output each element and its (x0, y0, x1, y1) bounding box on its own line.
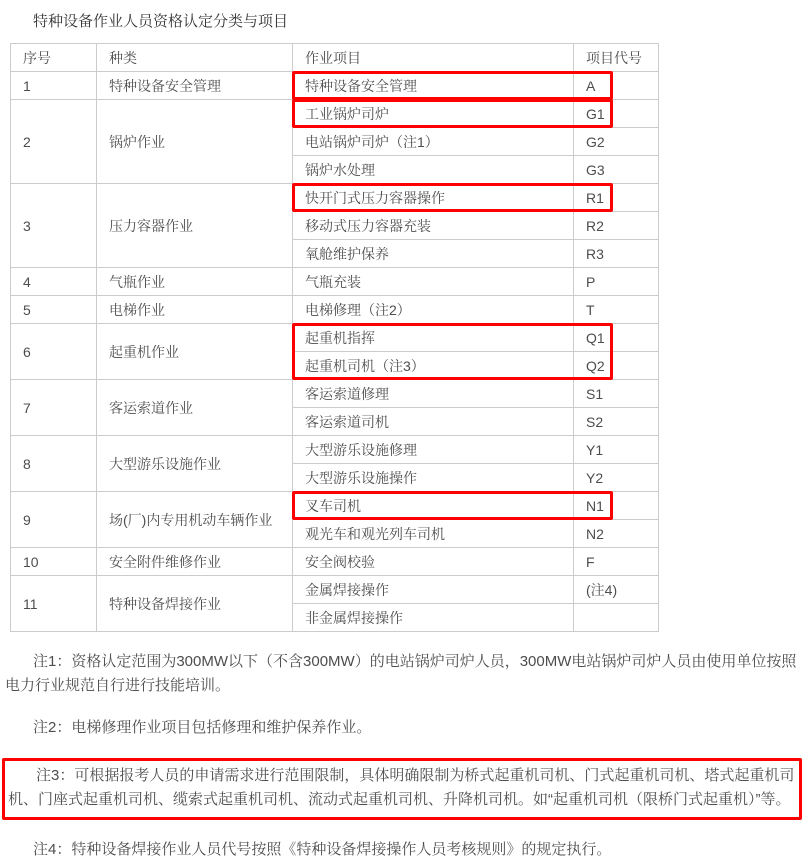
table-row (11, 296, 659, 324)
project-code: G1 (574, 100, 659, 128)
row-no: 10 (11, 548, 97, 576)
category-type: 特种设备安全管理 (97, 72, 293, 100)
project-name: 起重机指挥 (293, 324, 574, 352)
table-header-row (11, 44, 659, 72)
note-3-highlighted: 注3：可根据报考人员的申请需求进行范围限制，具体明确限制为桥式起重机司机、门式起重机司机、塔式起重机司机、门座式起重机司机、缆索式起重机司机、流动式起重机司机、升降机司机。如“起重机司机（限桥门式起重机）”等。 (2, 758, 802, 820)
qualification-table (10, 43, 659, 632)
project-name: 起重机司机（注3） (293, 352, 574, 380)
note-2: 注2：电梯修理作业项目包括修理和维护保养作业。 (33, 719, 372, 736)
project-code: (注4) (574, 576, 659, 604)
project-code: G3 (574, 156, 659, 184)
project-code: Y2 (574, 464, 659, 492)
project-code: N1 (574, 492, 659, 520)
project-name: 叉车司机 (293, 492, 574, 520)
table-row (11, 492, 659, 520)
project-name: 客运索道司机 (293, 408, 574, 436)
project-name: 特种设备安全管理 (293, 72, 574, 100)
project-name: 非金属焊接操作 (293, 604, 574, 632)
note-1: 注1：资格认定范围为300MW以下（不含300MW）的电站锅炉司炉人员，300MW电站锅炉司炉人员由使用单位按照电力行业规范自行进行技能培训。 (5, 653, 797, 694)
row-no: 4 (11, 268, 97, 296)
row-no: 7 (11, 380, 97, 436)
project-name: 观光车和观光列车司机 (293, 520, 574, 548)
table-row (11, 324, 659, 352)
project-name: 快开门式压力容器操作 (293, 184, 574, 212)
project-code: F (574, 548, 659, 576)
row-no: 5 (11, 296, 97, 324)
project-code: R2 (574, 212, 659, 240)
project-name: 客运索道修理 (293, 380, 574, 408)
table-row (11, 268, 659, 296)
project-name: 电梯修理（注2） (293, 296, 574, 324)
table-row (11, 380, 659, 408)
project-code: S2 (574, 408, 659, 436)
project-code: G2 (574, 128, 659, 156)
category-type: 客运索道作业 (97, 380, 293, 436)
project-code: Q1 (574, 324, 659, 352)
header-project: 作业项目 (293, 44, 574, 72)
project-code: R3 (574, 240, 659, 268)
note-4: 注4：特种设备焊接作业人员代号按照《特种设备焊接操作人员考核规则》的规定执行。 (33, 841, 612, 858)
category-type: 场(厂)内专用机动车辆作业 (97, 492, 293, 548)
table-row (11, 100, 659, 128)
header-code: 项目代号 (574, 44, 659, 72)
project-code: R1 (574, 184, 659, 212)
project-code: Q2 (574, 352, 659, 380)
project-name: 金属焊接操作 (293, 576, 574, 604)
category-type: 电梯作业 (97, 296, 293, 324)
notes-section (0, 650, 803, 862)
project-name: 大型游乐设施操作 (293, 464, 574, 492)
page-title: 特种设备作业人员资格认定分类与项目 (33, 13, 289, 30)
row-no: 9 (11, 492, 97, 548)
project-name: 移动式压力容器充装 (293, 212, 574, 240)
project-name: 安全阀校验 (293, 548, 574, 576)
table-row (11, 576, 659, 604)
category-type: 起重机作业 (97, 324, 293, 380)
project-name: 大型游乐设施修理 (293, 436, 574, 464)
row-no: 11 (11, 576, 97, 632)
category-type: 压力容器作业 (97, 184, 293, 268)
project-code: S1 (574, 380, 659, 408)
header-type: 种类 (97, 44, 293, 72)
row-no: 3 (11, 184, 97, 268)
row-no: 2 (11, 100, 97, 184)
project-code (574, 604, 659, 632)
qualification-table-wrap (10, 43, 659, 632)
project-name: 氧舱维护保养 (293, 240, 574, 268)
table-row (11, 436, 659, 464)
category-type: 安全附件维修作业 (97, 548, 293, 576)
project-name: 电站锅炉司炉（注1） (293, 128, 574, 156)
header-serial: 序号 (11, 44, 97, 72)
project-code: P (574, 268, 659, 296)
project-name: 锅炉水处理 (293, 156, 574, 184)
category-type: 气瓶作业 (97, 268, 293, 296)
table-row (11, 184, 659, 212)
project-code: Y1 (574, 436, 659, 464)
category-type: 锅炉作业 (97, 100, 293, 184)
table-row (11, 72, 659, 100)
project-name: 气瓶充装 (293, 268, 574, 296)
category-type: 大型游乐设施作业 (97, 436, 293, 492)
project-code: A (574, 72, 659, 100)
row-no: 1 (11, 72, 97, 100)
category-type: 特种设备焊接作业 (97, 576, 293, 632)
project-name: 工业锅炉司炉 (293, 100, 574, 128)
table-row (11, 548, 659, 576)
row-no: 8 (11, 436, 97, 492)
project-code: N2 (574, 520, 659, 548)
row-no: 6 (11, 324, 97, 380)
project-code: T (574, 296, 659, 324)
